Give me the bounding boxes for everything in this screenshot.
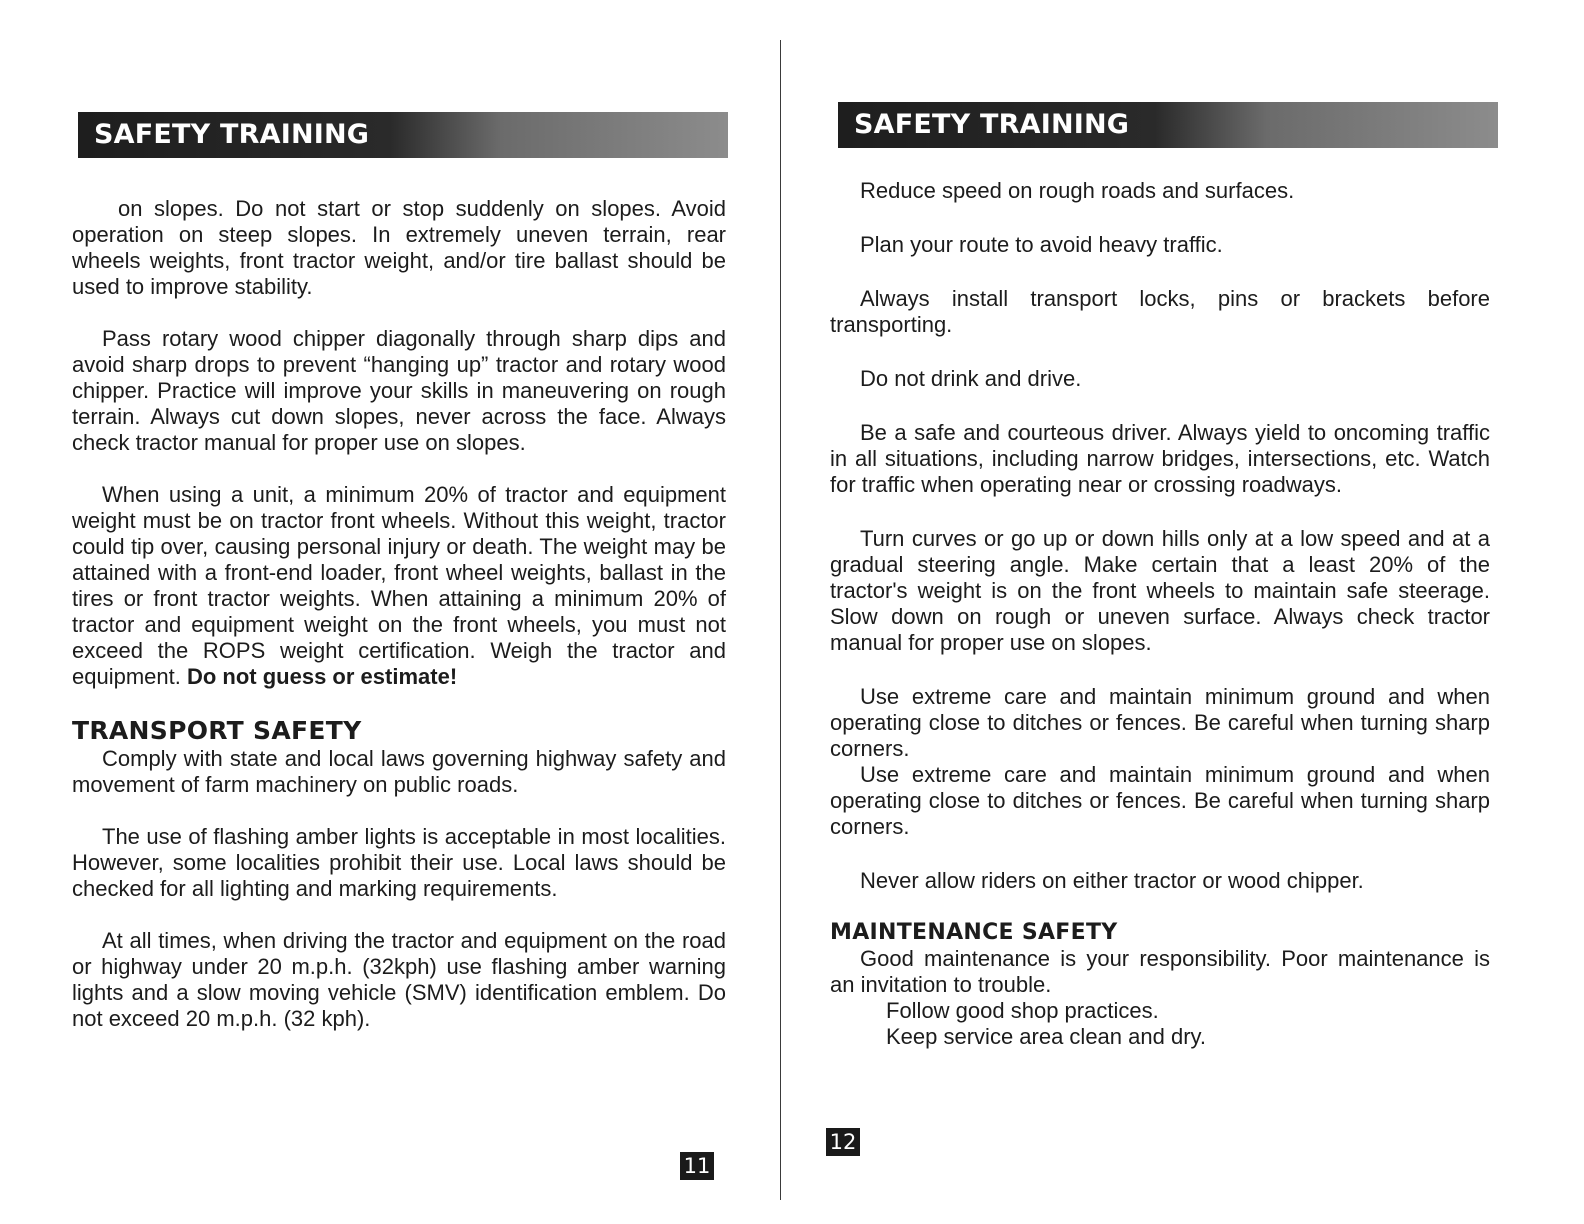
left-paragraph-slopes: on slopes. Do not start or stop suddenly on slopes. Avoid operation on steep slopes. In extremely uneven terrain, rear wheels weights, front tractor weight, and/or tire ballast should be used to improve stability. xyxy=(72,196,726,299)
right-paragraph-plan-route: Plan your route to avoid heavy traffic. xyxy=(860,232,1223,257)
left-header-bar: SAFETY TRAINING xyxy=(78,112,728,158)
left-page-content xyxy=(72,196,726,1058)
right-paragraph-no-drink: Do not drink and drive. xyxy=(860,366,1082,391)
left-page xyxy=(0,0,790,1224)
right-paragraph-curves: Turn curves or go up or down hills only at a low speed and at a gradual steering angle. Make certain that a least 20% of the tractor's weight is on the front wheels to maintain safe steerage. Slow down on rough or uneven surface. Always check tractor manual for proper use on slopes. xyxy=(830,526,1490,655)
transport-safety-title: TRANSPORT SAFETY xyxy=(72,716,362,745)
right-paragraph-reduce-speed: Reduce speed on rough roads and surfaces. xyxy=(860,178,1295,203)
right-page xyxy=(790,0,1584,1224)
left-paragraph-diagonal: Pass rotary wood chipper diagonally through sharp dips and avoid sharp drops to prevent “hanging up” tractor and rotary wood chipper. Practice will improve your skills in maneuvering on rough terrain. Always cut down slopes, never across the face. Always check tractor manual for proper use on slopes. xyxy=(72,326,726,455)
right-paragraph-courteous: Be a safe and courteous driver. Always yield to oncoming traffic in all situations, including narrow bridges, intersections, etc. Watch for traffic when operating near or crossing roadways. xyxy=(830,420,1490,497)
maintenance-intro: Good maintenance is your responsibility. Poor maintenance is an invitation to trouble. xyxy=(830,946,1490,997)
front-weight-text: When using a unit, a minimum 20% of tractor and equipment weight must be on tractor front wheels. Without this weight, tractor could tip over, causing personal injury or death. The weight may be attained with a front-end loader, front wheel weights, ballast in the tires or front tractor weights. When attaining a minimum 20% of tractor and equipment weight on the front wheels, you must not exceed the ROPS weight certification. Weigh the tractor and equipment. xyxy=(72,482,726,689)
transport-paragraph-laws: Comply with state and local laws governing highway safety and movement of farm machinery on public roads. xyxy=(72,746,726,797)
right-paragraph-ditches-1: Use extreme care and maintain minimum ground and when operating close to ditches or fences. Be careful when turning sharp corners. xyxy=(830,684,1490,761)
right-header-bar: SAFETY TRAINING xyxy=(838,102,1498,148)
maintenance-safety-title: MAINTENANCE SAFETY xyxy=(830,920,1118,945)
transport-paragraph-speed: At all times, when driving the tractor and equipment on the road or highway under 20 m.p.h. (32kph) use flashing amber warning lights and a slow moving vehicle (SMV) identification emblem. Do not exceed 20 m.p.h. (32 kph). xyxy=(72,928,726,1031)
maintenance-item-shop-practices: Follow good shop practices. xyxy=(886,998,1159,1023)
page-number-12: 12 xyxy=(826,1128,860,1156)
right-page-content xyxy=(830,178,1490,1050)
left-paragraph-front-weight xyxy=(72,482,726,690)
maintenance-item-clean-dry: Keep service area clean and dry. xyxy=(886,1024,1206,1049)
transport-paragraph-amber-lights: The use of flashing amber lights is acceptable in most localities. However, some localities prohibit their use. Local laws should be checked for all lighting and marking requirements. xyxy=(72,824,726,901)
right-paragraph-no-riders: Never allow riders on either tractor or wood chipper. xyxy=(860,868,1364,893)
page-number-11: 11 xyxy=(680,1152,714,1180)
front-weight-warning: Do not guess or estimate! xyxy=(186,664,458,689)
right-paragraph-transport-locks: Always install transport locks, pins or brackets before transporting. xyxy=(830,286,1490,337)
right-paragraph-ditches-2: Use extreme care and maintain minimum ground and when operating close to ditches or fences. Be careful when turning sharp corners. xyxy=(830,762,1490,839)
